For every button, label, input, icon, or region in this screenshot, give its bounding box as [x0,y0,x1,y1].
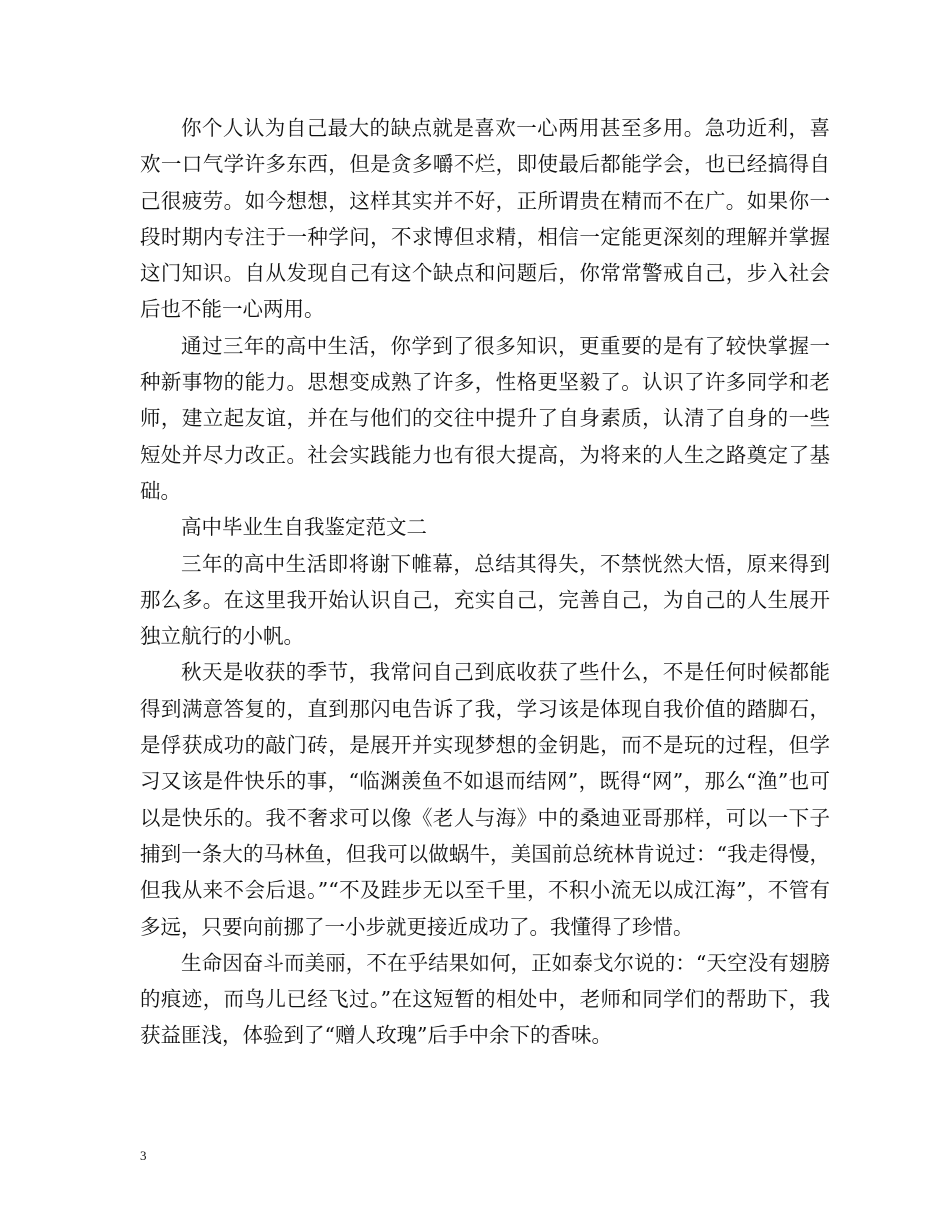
paragraph-5: 生命因奋斗而美丽，不在乎结果如何，正如泰戈尔说的：“天空没有翅膀的痕迹，而鸟儿已经飞过。”在这短暂的相处中，老师和同学们的帮助下，我获益匪浅，体验到了“赠人玫瑰”后手中余下的香味。 [140,950,830,1048]
paragraph-3: 三年的高中生活即将谢下帷幕，总结其得失，不禁恍然大悟，原来得到那么多。在这里我开始认识自己，充实自己，完善自己，为自己的人生展开独立航行的小帆。 [140,551,830,649]
page-number: 3 [140,1148,147,1163]
paragraph-2: 通过三年的高中生活，你学到了很多知识，更重要的是有了较快掌握一种新事物的能力。思想变成熟了许多，性格更坚毅了。认识了许多同学和老师，建立起友谊，并在与他们的交往中提升了自身素质，认清了自身的一些短处并尽力改正。社会实践能力也有很大提高，为将来的人生之路奠定了基础。 [140,333,830,503]
document-body [140,110,830,1054]
paragraph-1: 你个人认为自己最大的缺点就是喜欢一心两用甚至多用。急功近利，喜欢一口气学许多东西，但是贪多嚼不烂，即使最后都能学会，也已经搞得自己很疲劳。如今想想，这样其实并不好，正所谓贵在精而不在广。如果你一段时期内专注于一种学问，不求博但求精，相信一定能更深刻的理解并掌握这门知识。自从发现自己有这个缺点和问题后，你常常警戒自己，步入社会后也不能一心两用。 [140,116,830,322]
section-heading: 高中毕业生自我鉴定范文二 [181,515,427,540]
paragraph-4: 秋天是收获的季节，我常问自己到底收获了些什么，不是任何时候都能得到满意答复的，直到那闪电告诉了我，学习该是体现自我价值的踏脚石，是俘获成功的敲门砖，是展开并实现梦想的金钥匙，而不是玩的过程，但学习又该是件快乐的事，“临渊羡鱼不如退而结网”，既得“网”，那么“渔”也可以是快乐的。我不奢求可以像《老人与海》中的桑迪亚哥那样，可以一下子捕到一条大的马林鱼，但我可以做蜗牛，美国前总统林肯说过：“我走得慢，但我从来不会后退。”“不及跬步无以至千里，不积小流无以成江海”，不管有多远，只要向前挪了一小步就更接近成功了。我懂得了珍惜。 [140,660,830,939]
